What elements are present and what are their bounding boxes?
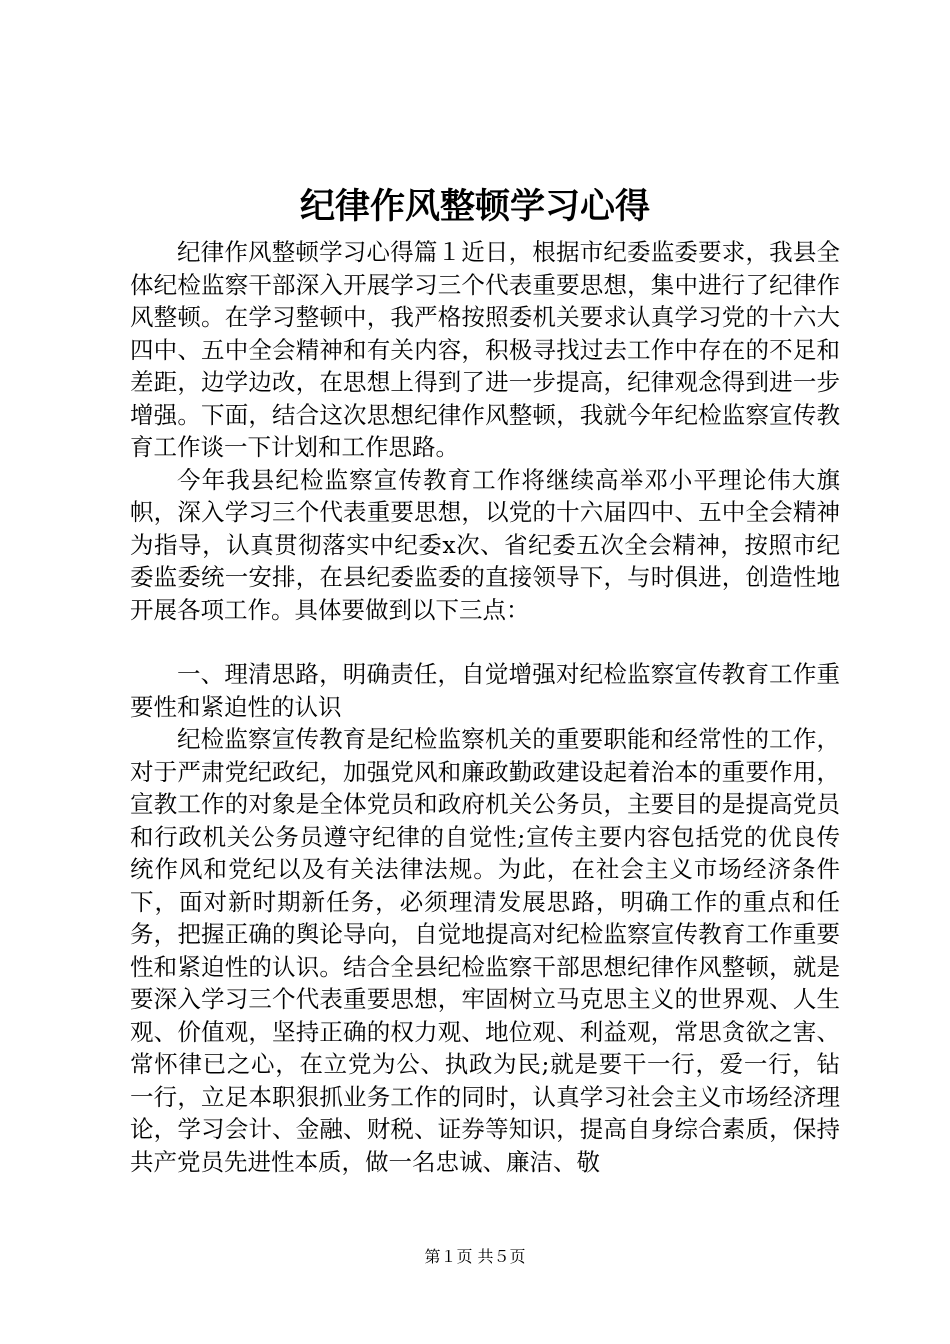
paragraph-section-one-body: 纪检监察宣传教育是纪检监察机关的重要职能和经常性的工作，对于严肃党纪政纪，加强党风和廉政勤政建设起着治本的重要作用，宣教工作的对象是全体党员和政府机关公务员，主要目的是提高党员和行政机关公务员遵守纪律的自觉性;宣传主要内容包括党的优良传统作风和党纪以及有关法律法规。为此，在社会主义市场经济条件下，面对新时期新任务，必须理清发展思路，明确工作的重点和任务，把握正确的舆论导向，自觉地提高对纪检监察宣传教育工作重要性和紧迫性的认识。结合全县纪检监察干部思想纪律作风整顿，就是要深入学习三个代表重要思想，牢固树立马克思主义的世界观、人生观、价值观，坚持正确的权力观、地位观、利益观，常思贪欲之害、常怀律已之心，在立党为公、执政为民;就是要干一行，爱一行，钻一行，立足本职狠抓业务工作的同时，认真学习社会主义市场经济理论，学习会计、金融、财税、证券等知识，提高自身综合素质，保持共产党员先进性本质，做一名忠诚、廉洁、敬 xyxy=(130,725,840,1176)
paragraph-intro: 纪律作风整顿学习心得篇１近日，根据市纪委监委要求，我县全体纪检监察干部深入开展学习三个代表重要思想，集中进行了纪律作风整顿。在学习整顿中，我严格按照委机关要求认真学习党的十六大四中、五中全会精神和有关内容，积极寻找过去工作中存在的不足和差距，边学边改，在思想上得到了进一步提高，纪律观念得到进一步增强。下面，结合这次思想纪律作风整顿，我就今年纪检监察宣传教育工作谈一下计划和工作思路。 xyxy=(130,238,840,461)
paragraph-plan: 今年我县纪检监察宣传教育工作将继续高举邓小平理论伟大旗帜，深入学习三个代表重要思想，以党的十六届四中、五中全会精神为指导，认真贯彻落实中纪委x次、省纪委五次全会精神，按照市纪委监委统一安排，在县纪委监委的直接领导下，与时俱进，创造性地开展各项工作。具体要做到以下三点： xyxy=(130,465,840,624)
page-footer: 第１页 共５页 xyxy=(424,1247,526,1266)
document-body xyxy=(130,236,840,1178)
document-title: 纪律作风整顿学习心得 xyxy=(299,186,650,227)
section-heading-one: 一、理清思路，明确责任，自觉增强对纪检监察宣传教育工作重要性和紧迫性的认识 xyxy=(130,660,840,721)
